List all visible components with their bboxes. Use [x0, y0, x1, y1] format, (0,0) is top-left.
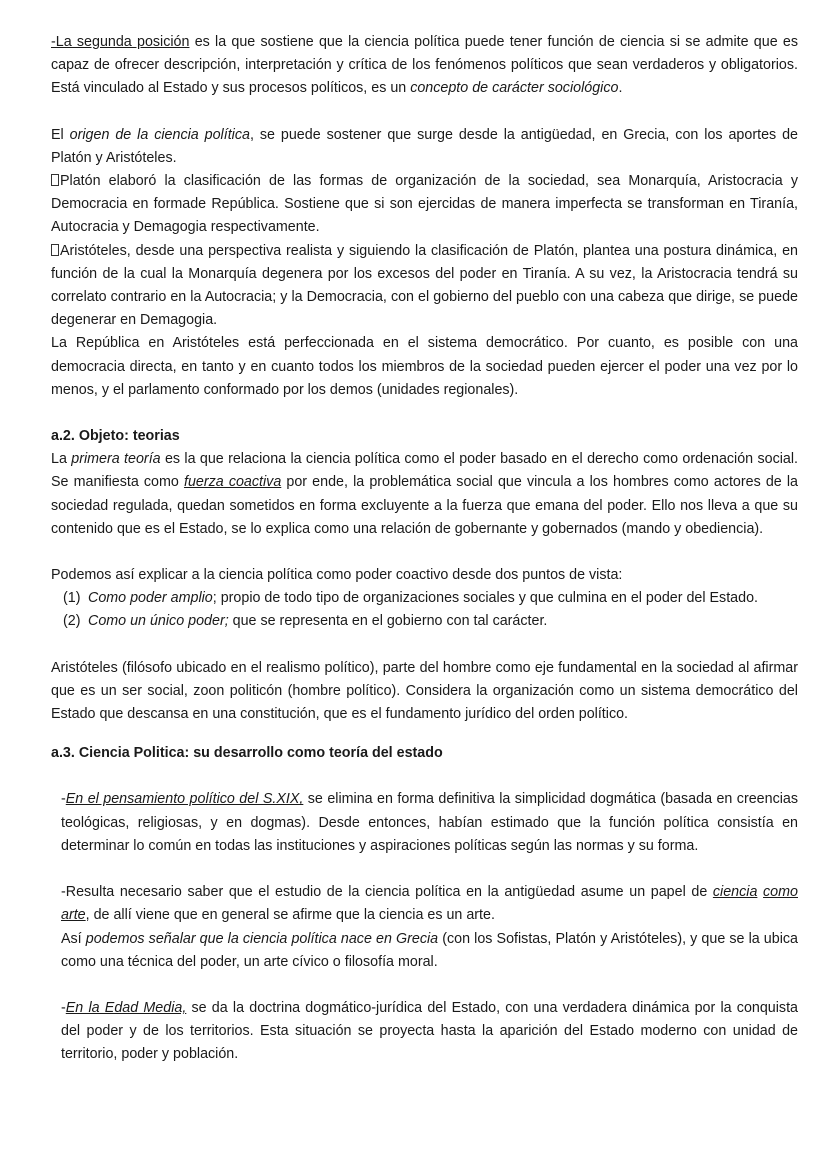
- text-run: .: [618, 80, 623, 97]
- text-run: La: [51, 451, 72, 468]
- italic-underlined-phrase: En la Edad Media,: [65, 999, 187, 1016]
- list-item: [51, 610, 798, 633]
- paragraph-segunda-posicion: [51, 31, 798, 101]
- text-run: se da la doctrina dogmático-jurídica del Estado, con una verdadera dinámica por la conquista del poder y de los territorios. Esta situación se proyecta hasta la aparición del Estado moderno con unidad de territorio, poder y población.: [61, 999, 798, 1063]
- text-run: -: [61, 791, 66, 808]
- paragraph-siglo-xix: [51, 788, 798, 858]
- italic-underlined-phrase: como arte: [61, 884, 798, 924]
- spacer: [51, 765, 798, 788]
- spacer: [51, 402, 798, 425]
- italic-phrase: origen de la ciencia política: [69, 126, 250, 143]
- spacer: [51, 858, 798, 881]
- list-number: (1): [63, 590, 81, 607]
- italic-underlined-phrase: fuerza coactiva: [183, 474, 282, 491]
- text-run: por ende, la problemática social que vincula a los hombres como actores de la sociedad regulada, quedan sometidos en forma excluyente a la fuerza que emana del poder. Ello nos lleva a que su contenido que es el Estado, se lo explica como una relación de gobernante y gobernados (mando y obediencia).: [51, 474, 798, 537]
- text-run: se elimina en forma definitiva la simplicidad dogmática (basada en creencias teológicas, religiosas, y en dogmas). Desde entonces, habían estimado que la función política consistía en determinar lo común en todas las instituciones y aspiraciones políticas según las normas y su forma.: [61, 791, 798, 854]
- text-run: que se representa en el gobierno con tal carácter.: [228, 613, 548, 630]
- paragraph-aristoteles-realismo: Aristóteles (filósofo ubicado en el realismo político), parte del hombre como eje fundamental en la sociedad al afirmar que es un ser social, zoon politicón (hombre político). Considera la organización como un sistema democrático del Estado que descansa en una constitución, que es el fundamento jurídico del orden político.: [51, 659, 798, 723]
- text-run: Aristóteles, desde una perspectiva realista y siguiendo la clasificación de Platón, plantea una postura dinámica, en función de la cual la Monarquía degenera por los excesos del poder en Tiranía. A su vez, la Aristocracia tendrá su correlato contrario en la Autocracia; y la Democracia, con el gobierno del pueblo con una cabeza que dirige, se puede degenerar en Demagogia.: [51, 242, 798, 329]
- text-run: (con los Sofistas, Platón y Aristóteles), y que se la ubica como una técnica del poder, un arte cívico o filosofía moral.: [61, 930, 798, 970]
- italic-underlined-phrase: En el pensamiento político del S.XIX,: [65, 791, 304, 808]
- italic-phrase: primera teoría: [71, 451, 161, 468]
- italic-phrase: concepto de carácter sociológico: [410, 80, 619, 97]
- paragraph-origen: [51, 124, 798, 170]
- spacer: [51, 726, 798, 742]
- spacer: [51, 634, 798, 657]
- text-run: es la que sostiene que la ciencia política puede tener función de ciencia si se admite que es capaz de ofrecer descripción, interpretación y crítica de los fenómenos políticos que sean verdaderos y obligatorios. Está vinculado al Estado y sus procesos políticos, es un: [51, 34, 798, 97]
- list-number: (2): [63, 613, 81, 630]
- text-run: ; propio de todo tipo de organizaciones sociales y que culmina en el poder del Estado.: [212, 590, 758, 607]
- underlined-phrase: -La segunda posición: [51, 34, 190, 50]
- paragraph-aristoteles: [51, 240, 798, 333]
- text-run: Así: [61, 930, 86, 947]
- text-run: -Resulta necesario saber que el estudio de la ciencia política en la antigüedad asume un papel de: [61, 884, 713, 901]
- italic-phrase: Como un único poder;: [88, 613, 229, 630]
- missing-glyph-bullet-icon: [51, 244, 59, 256]
- text-run: , de allí viene que en general se afirme que la ciencia es un arte.: [85, 907, 495, 924]
- missing-glyph-bullet-icon: [51, 174, 59, 186]
- text-run: -: [61, 999, 66, 1016]
- spacer: [51, 101, 798, 124]
- paragraph-edad-media: [51, 997, 798, 1067]
- spacer: [51, 974, 798, 997]
- heading-a2: a.2. Objeto: teorias: [51, 428, 180, 445]
- italic-underlined-phrase: ciencia: [712, 884, 758, 901]
- paragraph-ciencia-como-arte: [51, 881, 798, 927]
- paragraph-platon: [51, 170, 798, 240]
- text-run: El: [51, 126, 70, 143]
- paragraph-podemos: Podemos así explicar a la ciencia política como poder coactivo desde dos puntos de vista:: [51, 567, 623, 584]
- heading-a3: a.3. Ciencia Politica: su desarrollo como teoría del estado: [51, 745, 443, 762]
- list-item: [51, 587, 798, 610]
- italic-phrase: Como poder amplio: [88, 590, 213, 607]
- paragraph-republica: La República en Aristóteles está perfeccionada en el sistema democrático. Por cuanto, es posible con una democracia directa, en tanto y en cuanto todos los miembros de la sociedad pueden ejercer el poder una vez por lo menos, y el parlamento conformado por los demos (unidades regionales).: [51, 335, 798, 398]
- paragraph-nace-en-grecia: [51, 928, 798, 974]
- text-run: Platón elaboró la clasificación de las formas de organización de la sociedad, sea Monarquía, Aristocracia y Democracia en formade República. Sostiene que si son ejercidas de manera imperfecta se transforman en Tiranía, Autocracia y Demagogia respectivamente.: [51, 173, 798, 236]
- spacer: [51, 541, 798, 564]
- italic-phrase: podemos señalar que la ciencia política nace en Grecia: [85, 930, 439, 947]
- text-run: , se puede sostener que surge desde la antigüedad, en Grecia, con los aportes de Platón y Aristóteles.: [51, 126, 799, 166]
- text-run: es la que relaciona la ciencia política como el poder basado en el derecho como ordenación social. Se manifiesta como: [51, 451, 798, 491]
- paragraph-primera-teoria: [51, 448, 798, 541]
